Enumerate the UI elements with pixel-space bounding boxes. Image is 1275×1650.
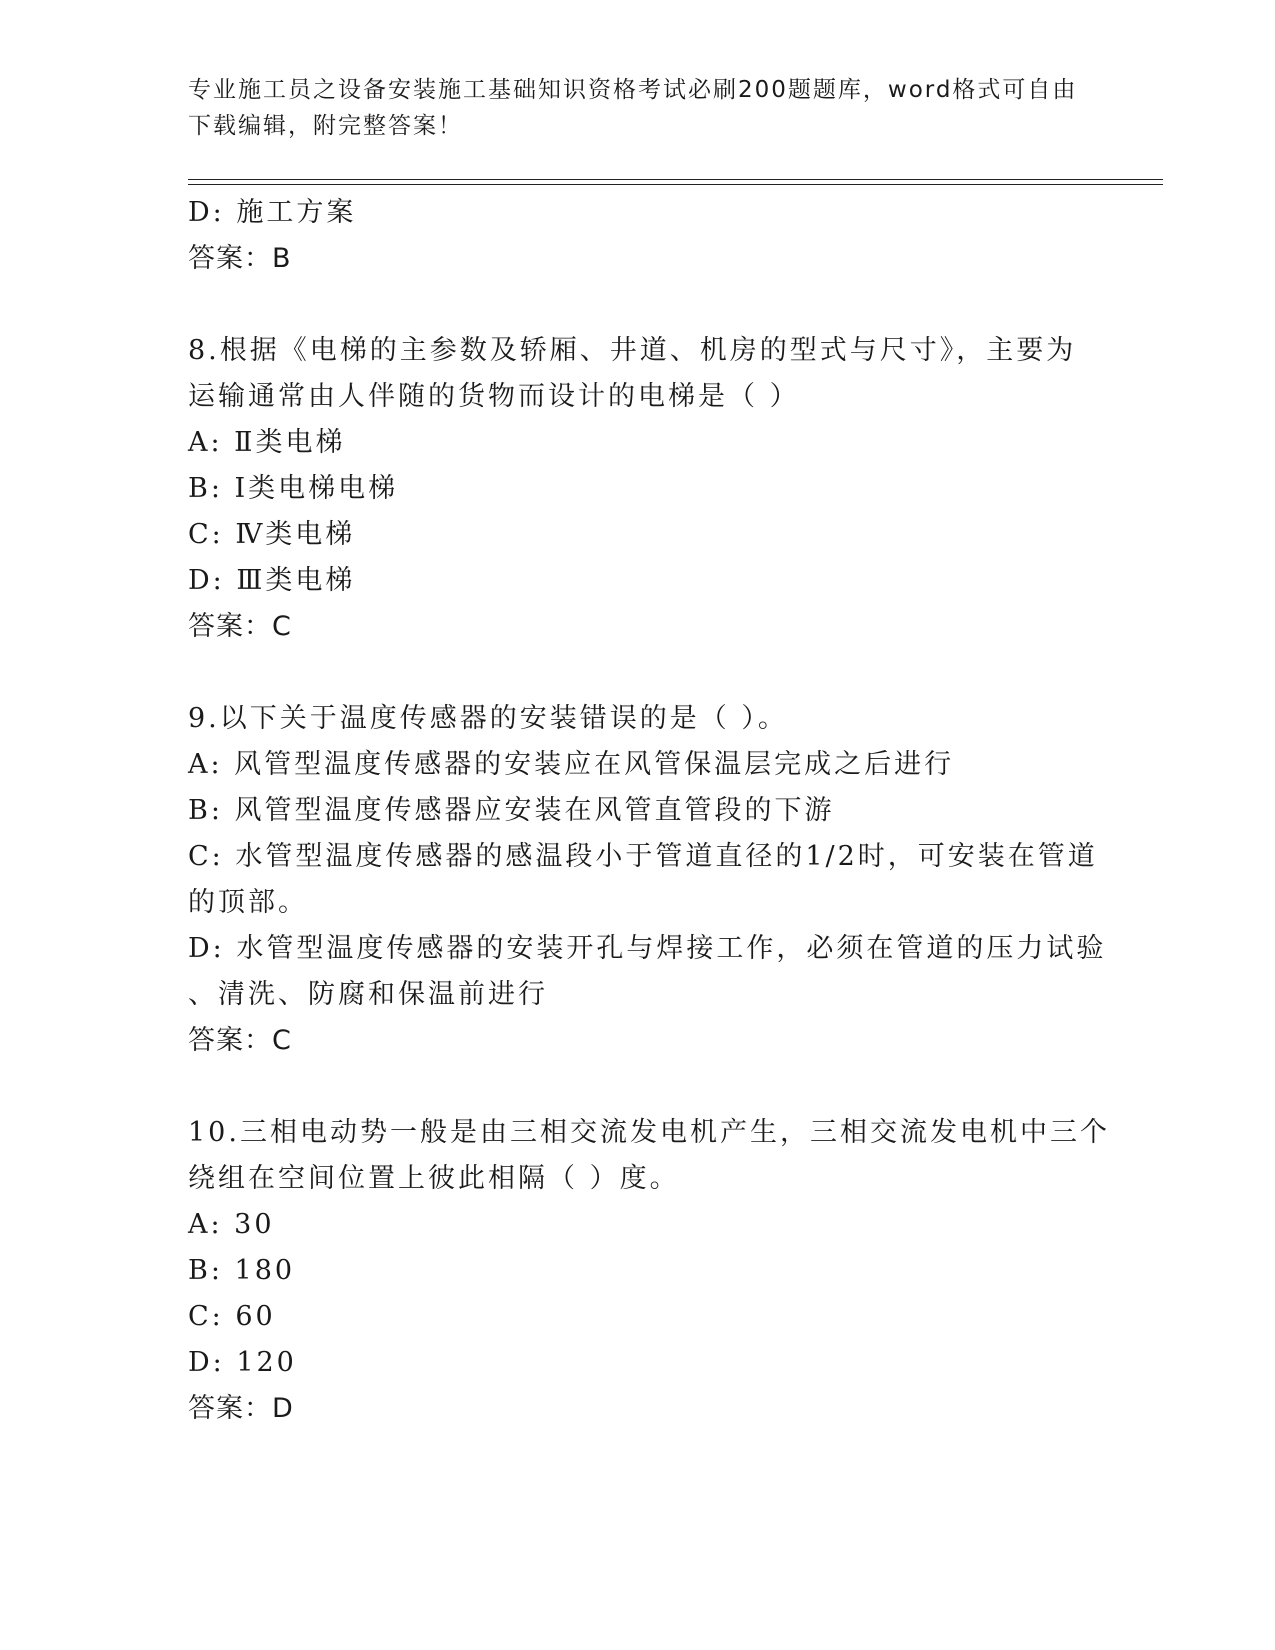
header-rule-bottom (188, 184, 1163, 185)
question-10 (188, 1110, 1110, 1432)
answer-line: 答案：C (188, 1025, 292, 1056)
option-a: A: Ⅱ类电梯 (188, 427, 346, 458)
answer-line: 答案：D (188, 1393, 294, 1424)
header-title-line-2: 下载编辑，附完整答案！ (188, 113, 463, 139)
option-b: B: 风管型温度传感器应安装在风管直管段的下游 (188, 795, 835, 826)
question-stem-line: 绕组在空间位置上彼此相隔（ ）度。 (188, 1163, 680, 1194)
option-d: D: 120 (188, 1347, 297, 1378)
document-body (188, 190, 1110, 1432)
document-header (188, 72, 1088, 144)
question-stem-line: 9.以下关于温度传感器的安装错误的是（ ）。 (188, 703, 788, 734)
option-b: B: 180 (188, 1255, 296, 1286)
question-stem-line: 8.根据《电梯的主参数及轿厢、井道、机房的型式与尺寸》，主要为 (188, 335, 1077, 366)
option-a: A: 30 (188, 1209, 275, 1240)
option-c: C: Ⅳ类电梯 (188, 519, 356, 550)
question-8 (188, 328, 1088, 650)
option-a: A: 风管型温度传感器的安装应在风管保温层完成之后进行 (188, 749, 955, 780)
question-stem-line: 运输通常由人伴随的货物而设计的电梯是（ ） (188, 381, 800, 412)
answer-line: 答案：C (188, 611, 292, 642)
option-c: C: 水管型温度传感器的感温段小于管道直径的1/2时，可安装在管道 (188, 841, 1098, 872)
question-9 (188, 696, 1107, 1064)
header-rule-top (188, 179, 1163, 180)
option-d: D: Ⅲ类电梯 (188, 565, 356, 596)
option-c-continuation: 的顶部。 (188, 887, 308, 918)
option-d-continuation: 、清洗、防腐和保温前进行 (188, 979, 548, 1010)
previous-question-tail (188, 190, 1088, 282)
answer-line: 答案：B (188, 243, 292, 274)
header-title-line-1: 专业施工员之设备安装施工基础知识资格考试必刷200题题库，word格式可自由 (188, 77, 1078, 103)
option-d: D: 施工方案 (188, 197, 357, 228)
option-c: C: 60 (188, 1301, 276, 1332)
option-d: D: 水管型温度传感器的安装开孔与焊接工作，必须在管道的压力试验 (188, 933, 1107, 964)
option-b: B: Ⅰ类电梯电梯 (188, 473, 399, 504)
question-stem-line: 10.三相电动势一般是由三相交流发电机产生，三相交流发电机中三个 (188, 1117, 1110, 1148)
